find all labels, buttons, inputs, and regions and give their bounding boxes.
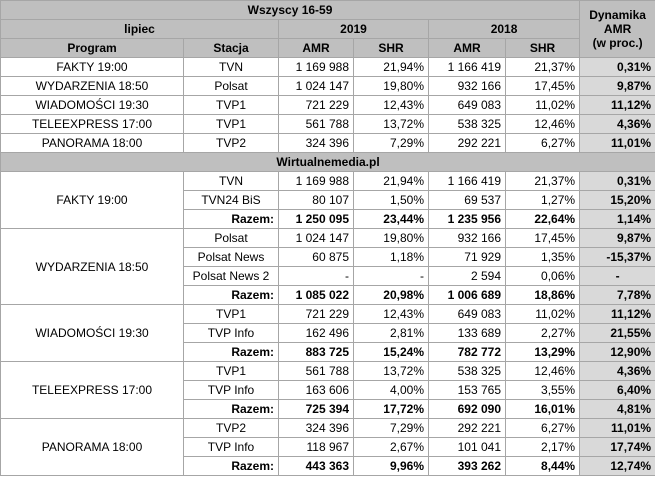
group-program-cell: WYDARZENIA 18:50 <box>1 229 184 305</box>
amr-2019-cell: 60 875 <box>279 248 354 267</box>
amr-2018-cell: 932 166 <box>429 77 506 96</box>
dynamics-cell: 1,14% <box>580 210 655 229</box>
station-cell: TVN <box>184 58 279 77</box>
shr-2019-cell: 19,80% <box>354 77 429 96</box>
dynamics-cell: 6,40% <box>580 381 655 400</box>
shr-2018-cell: 11,02% <box>506 96 580 115</box>
summary-row <box>1 96 655 115</box>
station-cell: TVN24 BiS <box>184 191 279 210</box>
dynamics-header-line-1: Dynamika <box>589 8 646 22</box>
dynamics-cell: 4,36% <box>580 362 655 381</box>
shr-2018-cell: 11,02% <box>506 305 580 324</box>
shr-2019-cell: 7,29% <box>354 134 429 153</box>
dynamics-cell: 17,74% <box>580 438 655 457</box>
station-cell: Polsat News 2 <box>184 267 279 286</box>
amr-2018-cell: 393 262 <box>429 457 506 476</box>
amr-2018-cell: 649 083 <box>429 96 506 115</box>
station-cell: Polsat <box>184 77 279 96</box>
shr-2019-cell: 20,98% <box>354 286 429 305</box>
amr-2018-cell: 71 929 <box>429 248 506 267</box>
shr-2019-cell: 15,24% <box>354 343 429 362</box>
dynamics-header-line-3: (w proc.) <box>592 36 643 50</box>
dynamics-cell: 11,01% <box>580 419 655 438</box>
amr-2018-cell: 292 221 <box>429 419 506 438</box>
dynamics-cell: 21,55% <box>580 324 655 343</box>
amr-2019-cell: 80 107 <box>279 191 354 210</box>
shr-2018-cell: 12,46% <box>506 115 580 134</box>
source-label: Wirtualnemedia.pl <box>1 153 655 172</box>
amr-2019-cell: 1 024 147 <box>279 77 354 96</box>
dynamics-cell: -15,37% <box>580 248 655 267</box>
shr-2019-cell: 12,43% <box>354 305 429 324</box>
amr-2018-cell: 153 765 <box>429 381 506 400</box>
year-2018-header: 2018 <box>429 20 580 39</box>
shr-2019-cell: 1,18% <box>354 248 429 267</box>
shr-2019-column-header: SHR <box>354 39 429 58</box>
shr-2019-cell: 21,94% <box>354 172 429 191</box>
program-cell: WYDARZENIA 18:50 <box>1 77 184 96</box>
amr-2019-cell: 883 725 <box>279 343 354 362</box>
station-cell: TVP1 <box>184 115 279 134</box>
shr-2019-cell: 17,72% <box>354 400 429 419</box>
amr-2019-cell: 721 229 <box>279 305 354 324</box>
amr-2018-cell: 1 006 689 <box>429 286 506 305</box>
shr-2019-cell: 2,81% <box>354 324 429 343</box>
shr-2019-cell: 13,72% <box>354 115 429 134</box>
amr-2018-cell: 1 235 956 <box>429 210 506 229</box>
dynamics-cell: 0,31% <box>580 172 655 191</box>
shr-2018-cell: 1,35% <box>506 248 580 267</box>
dynamics-cell: 12,90% <box>580 343 655 362</box>
station-cell: TVP2 <box>184 419 279 438</box>
total-label-cell: Razem: <box>184 400 279 419</box>
total-label-cell: Razem: <box>184 457 279 476</box>
total-label-cell: Razem: <box>184 343 279 362</box>
shr-2019-cell: 9,96% <box>354 457 429 476</box>
dynamics-cell: 15,20% <box>580 191 655 210</box>
group-row <box>1 229 655 248</box>
dynamics-cell: 11,12% <box>580 96 655 115</box>
group-row <box>1 172 655 191</box>
amr-2019-cell: 1 085 022 <box>279 286 354 305</box>
amr-2019-cell: 1 169 988 <box>279 172 354 191</box>
amr-2018-cell: 692 090 <box>429 400 506 419</box>
amr-2018-cell: 101 041 <box>429 438 506 457</box>
dynamics-cell: 11,12% <box>580 305 655 324</box>
shr-2018-cell: 16,01% <box>506 400 580 419</box>
shr-2018-cell: 21,37% <box>506 172 580 191</box>
group-program-cell: PANORAMA 18:00 <box>1 419 184 476</box>
amr-2018-cell: 1 166 419 <box>429 172 506 191</box>
month-header: lipiec <box>1 20 279 39</box>
header-row-audience <box>1 1 655 20</box>
station-cell: Polsat News <box>184 248 279 267</box>
dynamics-header <box>580 1 655 58</box>
shr-2018-cell: 6,27% <box>506 134 580 153</box>
station-cell: TVP1 <box>184 305 279 324</box>
group-program-cell: WIADOMOŚCI 19:30 <box>1 305 184 362</box>
amr-2019-cell: 324 396 <box>279 419 354 438</box>
shr-2019-cell: 1,50% <box>354 191 429 210</box>
header-row-month <box>1 20 655 39</box>
station-cell: Polsat <box>184 229 279 248</box>
shr-2018-cell: 8,44% <box>506 457 580 476</box>
amr-2019-cell: 561 788 <box>279 115 354 134</box>
dynamics-cell: 7,78% <box>580 286 655 305</box>
station-cell: TVN <box>184 172 279 191</box>
shr-2019-cell: 4,00% <box>354 381 429 400</box>
program-cell: PANORAMA 18:00 <box>1 134 184 153</box>
amr-2018-cell: 782 772 <box>429 343 506 362</box>
dynamics-cell: 12,74% <box>580 457 655 476</box>
amr-2018-cell: 1 166 419 <box>429 58 506 77</box>
dynamics-header-line-2: AMR <box>603 22 632 36</box>
amr-2019-cell: 561 788 <box>279 362 354 381</box>
dynamics-cell: 11,01% <box>580 134 655 153</box>
amr-2019-cell: 324 396 <box>279 134 354 153</box>
group-program-cell: TELEEXPRESS 17:00 <box>1 362 184 419</box>
shr-2018-cell: 22,64% <box>506 210 580 229</box>
amr-2019-column-header: AMR <box>279 39 354 58</box>
shr-2018-cell: 12,46% <box>506 362 580 381</box>
shr-2019-cell: 19,80% <box>354 229 429 248</box>
amr-2018-cell: 133 689 <box>429 324 506 343</box>
dynamics-cell: - <box>580 267 655 286</box>
shr-2018-cell: 2,17% <box>506 438 580 457</box>
audience-header: Wszyscy 16-59 <box>1 1 580 20</box>
amr-2019-cell: 725 394 <box>279 400 354 419</box>
dynamics-cell: 4,81% <box>580 400 655 419</box>
shr-2019-cell: 2,67% <box>354 438 429 457</box>
amr-2018-column-header: AMR <box>429 39 506 58</box>
shr-2019-cell: 21,94% <box>354 58 429 77</box>
amr-2019-cell: 721 229 <box>279 96 354 115</box>
shr-2018-cell: 13,29% <box>506 343 580 362</box>
station-cell: TVP Info <box>184 381 279 400</box>
amr-2019-cell: 162 496 <box>279 324 354 343</box>
amr-2018-cell: 649 083 <box>429 305 506 324</box>
program-cell: WIADOMOŚCI 19:30 <box>1 96 184 115</box>
program-cell: TELEEXPRESS 17:00 <box>1 115 184 134</box>
shr-2018-column-header: SHR <box>506 39 580 58</box>
shr-2019-cell: 12,43% <box>354 96 429 115</box>
summary-row <box>1 115 655 134</box>
shr-2018-cell: 17,45% <box>506 77 580 96</box>
total-label-cell: Razem: <box>184 286 279 305</box>
summary-row <box>1 134 655 153</box>
station-cell: TVP1 <box>184 362 279 381</box>
program-column-header: Program <box>1 39 184 58</box>
amr-2019-cell: 118 967 <box>279 438 354 457</box>
shr-2019-cell: 13,72% <box>354 362 429 381</box>
amr-2018-cell: 932 166 <box>429 229 506 248</box>
amr-2018-cell: 292 221 <box>429 134 506 153</box>
shr-2019-cell: 7,29% <box>354 419 429 438</box>
dynamics-cell: 4,36% <box>580 115 655 134</box>
shr-2018-cell: 3,55% <box>506 381 580 400</box>
amr-2019-cell: 163 606 <box>279 381 354 400</box>
shr-2018-cell: 21,37% <box>506 58 580 77</box>
dynamics-cell: 9,87% <box>580 229 655 248</box>
amr-2018-cell: 538 325 <box>429 115 506 134</box>
shr-2018-cell: 2,27% <box>506 324 580 343</box>
station-cell: TVP2 <box>184 134 279 153</box>
station-column-header: Stacja <box>184 39 279 58</box>
dynamics-cell: 0,31% <box>580 58 655 77</box>
shr-2019-cell: - <box>354 267 429 286</box>
amr-2019-cell: 1 024 147 <box>279 229 354 248</box>
station-cell: TVP1 <box>184 96 279 115</box>
shr-2018-cell: 6,27% <box>506 419 580 438</box>
group-row <box>1 419 655 438</box>
group-row <box>1 362 655 381</box>
shr-2018-cell: 1,27% <box>506 191 580 210</box>
shr-2018-cell: 17,45% <box>506 229 580 248</box>
station-cell: TVP Info <box>184 324 279 343</box>
amr-2019-cell: 1 250 095 <box>279 210 354 229</box>
amr-2019-cell: 443 363 <box>279 457 354 476</box>
amr-2018-cell: 2 594 <box>429 267 506 286</box>
dynamics-cell: 9,87% <box>580 77 655 96</box>
summary-row <box>1 77 655 96</box>
source-row <box>1 153 655 172</box>
station-cell: TVP Info <box>184 438 279 457</box>
shr-2018-cell: 18,86% <box>506 286 580 305</box>
group-row <box>1 305 655 324</box>
amr-2019-cell: 1 169 988 <box>279 58 354 77</box>
total-label-cell: Razem: <box>184 210 279 229</box>
shr-2019-cell: 23,44% <box>354 210 429 229</box>
group-program-cell: FAKTY 19:00 <box>1 172 184 229</box>
header-row-columns <box>1 39 655 58</box>
amr-2018-cell: 69 537 <box>429 191 506 210</box>
summary-row <box>1 58 655 77</box>
year-2019-header: 2019 <box>279 20 429 39</box>
shr-2018-cell: 0,06% <box>506 267 580 286</box>
amr-2019-cell: - <box>279 267 354 286</box>
program-cell: FAKTY 19:00 <box>1 58 184 77</box>
amr-2018-cell: 538 325 <box>429 362 506 381</box>
table-body <box>1 1 655 476</box>
